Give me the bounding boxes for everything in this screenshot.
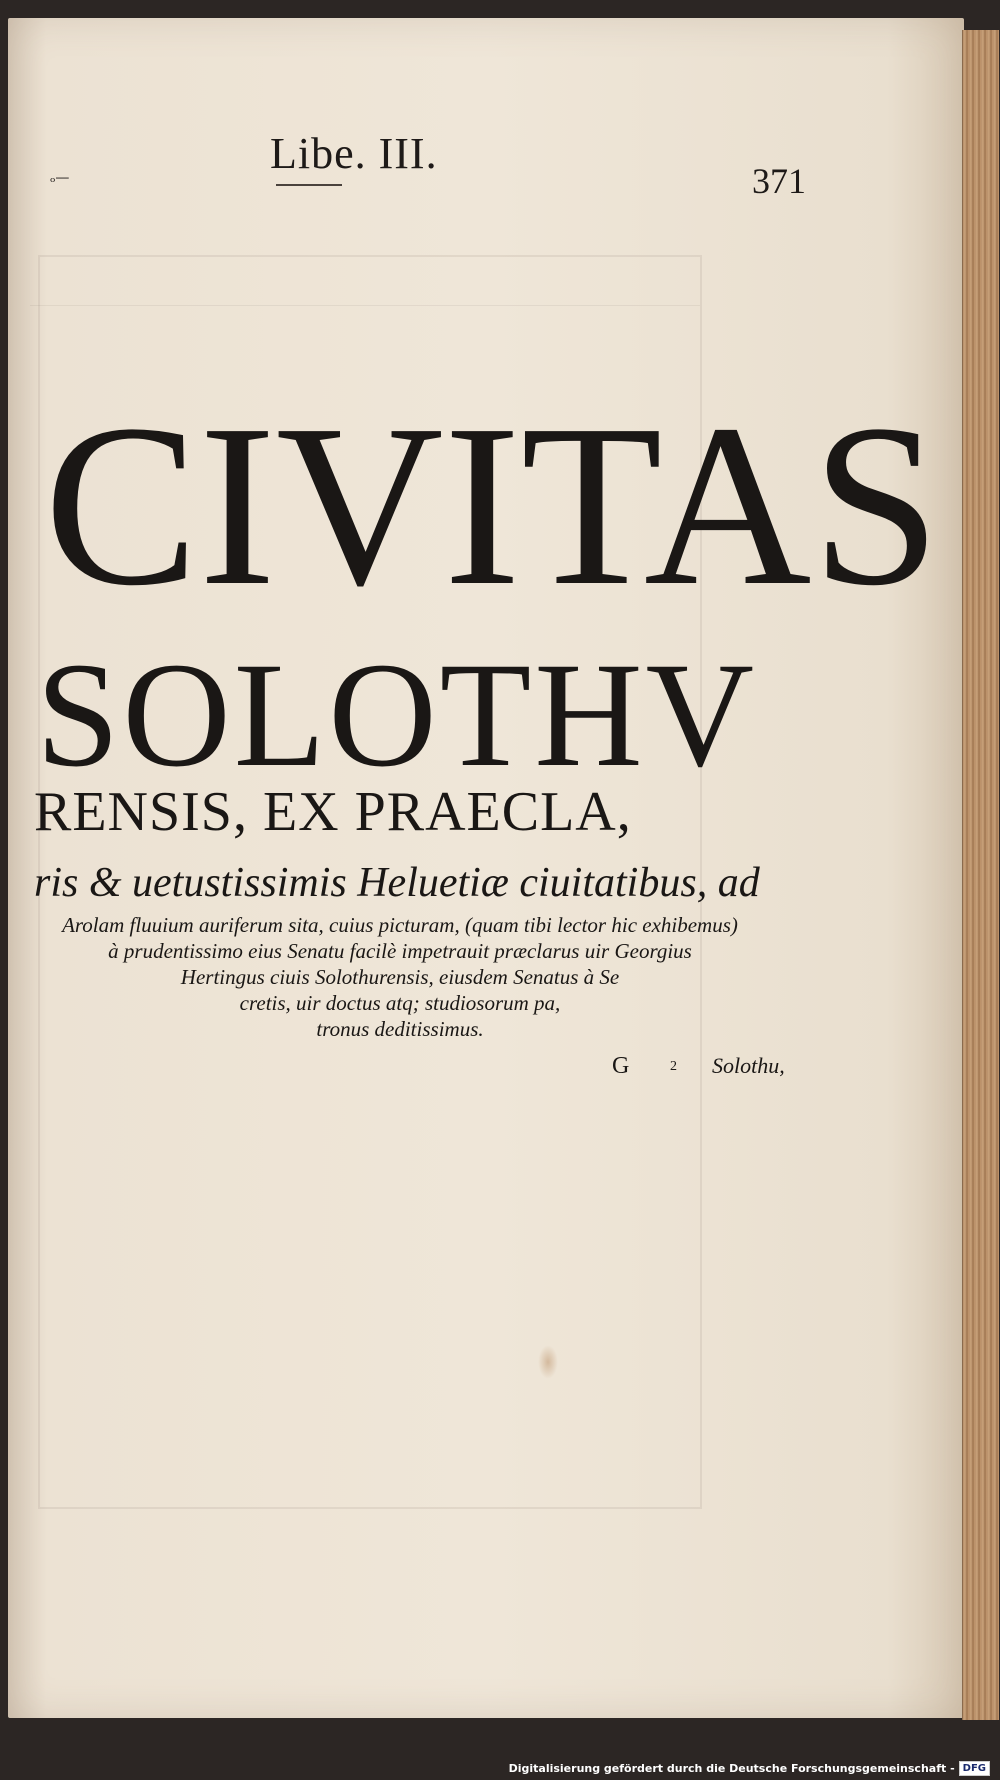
subtitle-line: ris & uetustissimis Heluetiæ ciuitatibus, ad	[34, 860, 760, 906]
running-head: Libe. III.	[270, 129, 438, 178]
title-line-2: SOLOTHV	[36, 632, 757, 798]
dfg-logo: DFG	[959, 1761, 990, 1776]
body-paragraph	[40, 912, 760, 1042]
page-edges	[962, 30, 999, 1720]
body-line: tronus deditissimus.	[316, 1017, 484, 1041]
signature-row	[612, 1053, 812, 1083]
left-mark: ₒ—	[50, 170, 70, 186]
page-number: 371	[752, 161, 806, 201]
body-line: à prudentissimo eius Senatu facilè impetrauit præclarus uir Georgius	[108, 939, 692, 963]
catchword: Solothu,	[712, 1053, 785, 1078]
digitization-footer	[509, 1761, 990, 1776]
show-through-rule	[30, 235, 700, 306]
body-line: cretis, uir doctus atq; studiosorum pa,	[239, 991, 561, 1015]
body-line: Hertingus ciuis Solothurensis, eiusdem Senatus à Se	[180, 965, 620, 989]
title-line-3: RENSIS, EX PRAECLA,	[34, 781, 632, 843]
body-line: Arolam fluuium auriferum sita, cuius picturam, (quam tibi lector hic exhibemus)	[62, 913, 738, 937]
signature-letter: G	[612, 1053, 630, 1079]
footer-text: Digitalisierung gefördert durch die Deutsche Forschungsgemeinschaft -	[508, 1762, 955, 1775]
running-head-underline	[276, 184, 342, 186]
title-line-1: CIVITAS	[44, 377, 941, 634]
paper-stain	[538, 1345, 558, 1379]
signature-number: 2	[670, 1059, 677, 1074]
